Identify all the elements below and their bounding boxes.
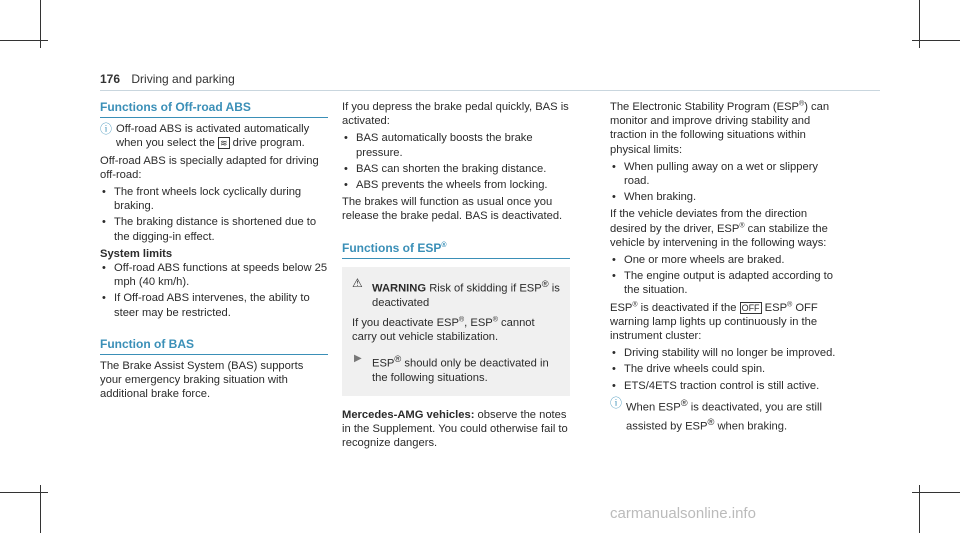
action-arrow-icon: ▶ (354, 353, 362, 365)
heading-bas: Function of BAS (100, 337, 328, 355)
crop-mark (0, 492, 48, 493)
watermark: carmanualsonline.info (610, 505, 756, 522)
list-item: • Driving stability will no longer be improved. (610, 346, 838, 360)
list-item: • The drive wheels could spin. (610, 362, 838, 376)
crop-mark (912, 492, 960, 493)
section-title: Driving and parking (131, 72, 235, 86)
info-icon: ⓘ (100, 122, 113, 137)
bas-bullets (342, 131, 570, 192)
info-note: ⓘ When ESP® is deactivated, you are still assisted by ESP® when braking. (610, 395, 822, 433)
info-icon: ⓘ (610, 395, 623, 410)
warning-title: ⚠ WARNING Risk of skidding if ESP® is deactivated (352, 275, 560, 309)
esp-intro: The Electronic Stability Program (ESP®) can monitor and improve driving stability and traction in the following situations within physical limits: (610, 100, 830, 156)
column-3 (610, 100, 838, 437)
warning-body: If you deactivate ESP®, ESP® cannot carry out vehicle stabilization. (352, 316, 535, 344)
info-note: ⓘ Off-road ABS is activated automatically when you select the ≋ drive program. (100, 122, 310, 150)
bas-intro: If you depress the brake pedal quickly, BAS is activated: (342, 101, 569, 128)
warning-action: ▶ ESP® should only be deactivated in the following situations. (354, 353, 549, 385)
column-1 (100, 100, 328, 405)
esp-mid: If the vehicle deviates from the direction desired by the driver, ESP® can stabilize the vehicle by intervening in the following ways: (610, 208, 828, 249)
list-item: • When braking. (610, 190, 838, 204)
list-item: • One or more wheels are braked. (610, 253, 838, 267)
esp-bullets-3 (610, 346, 838, 393)
list-item: • BAS can shorten the braking distance. (342, 162, 570, 176)
off-road-drive-icon: ≋ (220, 138, 228, 149)
heading-offroad-abs: Functions of Off-road ABS (100, 100, 328, 118)
esp-off-text: ESP® is deactivated if the OFF ESP® OFF warning lamp lights up continuously in the instrument cluster: (610, 300, 818, 343)
list-item: • BAS automatically boosts the brake pressure. (342, 131, 570, 159)
warning-box (342, 267, 570, 396)
page-header (100, 72, 235, 86)
esp-bullets-2 (610, 253, 838, 298)
bas-after: The brakes will function as usual once you release the brake pedal. BAS is deactivated. (342, 196, 563, 223)
header-divider (100, 90, 880, 91)
esp-off-icon: OFF (741, 302, 760, 313)
column-2 (342, 100, 570, 453)
crop-mark (912, 40, 960, 41)
list-item: • When pulling away on a wet or slippery road. (610, 160, 838, 188)
esp-bullets (610, 160, 838, 205)
list-item: • The braking distance is shortened due to the digging-in effect. (100, 215, 328, 243)
list-item: • ETS/4ETS traction control is still active. (610, 379, 838, 393)
limits-bullets (100, 261, 328, 320)
system-limits-title: System limits (100, 247, 173, 260)
page-number: 176 (100, 72, 121, 86)
list-item: • ABS prevents the wheels from locking. (342, 178, 570, 192)
bas-text: The Brake Assist System (BAS) supports your emergency braking situation with additional brake force. (100, 360, 304, 401)
crop-mark (0, 40, 48, 41)
list-item: • The engine output is adapted according to the situation. (610, 269, 838, 297)
amg-note: Mercedes-AMG vehicles: observe the notes in the Supplement. You could otherwise fail to recognize dangers. (342, 408, 568, 449)
list-item: • Off-road ABS functions at speeds below 25 mph (40 km/h). (100, 261, 328, 289)
warning-triangle-icon: ⚠ (352, 275, 363, 290)
list-item: • If Off-road ABS intervenes, the ability to steer may be restricted. (100, 291, 328, 319)
heading-esp: Functions of ESP® (342, 241, 570, 259)
list-item: • The front wheels lock cyclically during braking. (100, 185, 328, 213)
offroad-bullets (100, 185, 328, 244)
offroad-intro: Off-road ABS is specially adapted for driving off-road: (100, 154, 319, 181)
